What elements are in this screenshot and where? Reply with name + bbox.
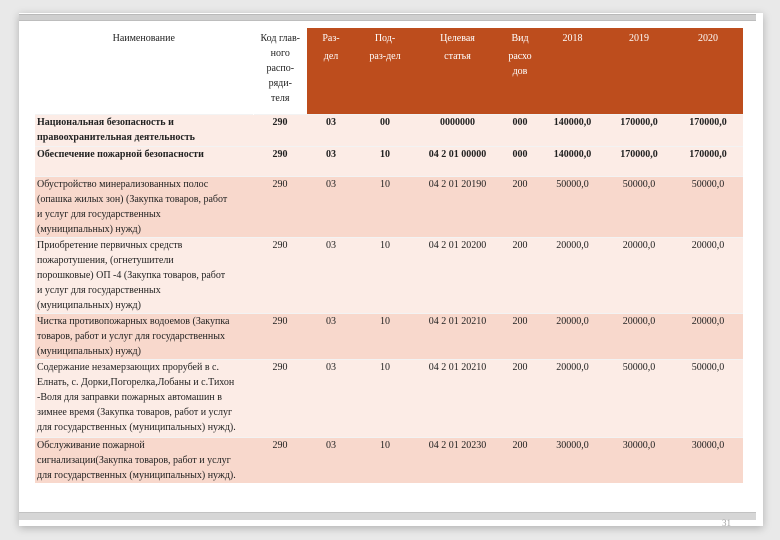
row-name-line: -Воля для заправки пожарных автомашин в bbox=[37, 391, 222, 403]
cell-podrazdel: 10 bbox=[355, 437, 415, 483]
row-name-line: и услуг для государственных bbox=[37, 284, 161, 296]
row-name-line: (опашка жилых зон) (Закупка товаров, работ bbox=[37, 193, 228, 205]
header-razdel bbox=[307, 28, 355, 114]
row-name-line: порошковые) ОП -4 (Закупка товаров, работ bbox=[37, 269, 226, 281]
cell-2020: 30000,0 bbox=[673, 437, 743, 483]
cell-2020: 50000,0 bbox=[673, 359, 743, 437]
cell-2018: 20000,0 bbox=[540, 359, 605, 437]
row-name-line: Обеспечение пожарной безопасности bbox=[37, 148, 204, 160]
cell-podrazdel: 10 bbox=[355, 176, 415, 237]
header-kgrs-line: распо- bbox=[266, 63, 295, 74]
header-kgrs-line: Код глав- bbox=[260, 33, 301, 44]
row-name-line: и услуг для государственных bbox=[37, 208, 161, 220]
cell-cel: 04 2 01 20210 bbox=[415, 313, 500, 359]
cell-2019: 20000,0 bbox=[605, 237, 673, 313]
header-2019: 2019 bbox=[605, 28, 673, 114]
slide-bottom-bar bbox=[19, 512, 756, 520]
cell-podrazdel: 00 bbox=[355, 114, 415, 146]
cell-cel: 04 2 01 00000 bbox=[415, 146, 500, 176]
table-row bbox=[35, 359, 743, 437]
cell-2019: 50000,0 bbox=[605, 359, 673, 437]
cell-razdel: 03 bbox=[307, 146, 355, 176]
header-kgrs-line: теля bbox=[271, 93, 290, 104]
cell-2020: 50000,0 bbox=[673, 176, 743, 237]
cell-cel: 04 2 01 20230 bbox=[415, 437, 500, 483]
header-cel-line: Целевая bbox=[440, 33, 475, 44]
cell-razdel: 03 bbox=[307, 237, 355, 313]
header-podrazdel-line: раз-дел bbox=[369, 51, 401, 62]
row-name-line: зимнее время (Закупка товаров, работ и услуг bbox=[37, 406, 233, 418]
cell-2018: 50000,0 bbox=[540, 176, 605, 237]
cell-razdel: 03 bbox=[307, 176, 355, 237]
row-name-line: Елнать, с. Дорки,Погорелка,Лобаны и с.Тихон bbox=[37, 376, 235, 388]
row-name-line: Приобретение первичных средств bbox=[37, 239, 183, 251]
row-name-line: товаров, работ и услуг для государственных bbox=[37, 330, 225, 342]
table-row bbox=[35, 176, 743, 237]
row-name bbox=[35, 359, 253, 437]
cell-cel: 04 2 01 20210 bbox=[415, 359, 500, 437]
row-name-line: пожаротушения, (огнетушители bbox=[37, 254, 174, 266]
cell-2020: 170000,0 bbox=[673, 146, 743, 176]
page-number: 31 bbox=[722, 518, 731, 528]
row-name bbox=[35, 176, 253, 237]
cell-vid: 200 bbox=[500, 237, 540, 313]
cell-vid: 200 bbox=[500, 176, 540, 237]
row-name-line: Содержание незамерзающих прорубей в с. bbox=[37, 361, 219, 373]
row-name-line: для государственных (муниципальных) нужд). bbox=[37, 469, 236, 481]
cell-kgrs: 290 bbox=[253, 313, 307, 359]
cell-podrazdel: 10 bbox=[355, 359, 415, 437]
table-row bbox=[35, 114, 743, 146]
header-kgrs bbox=[253, 28, 307, 114]
header-vid bbox=[500, 28, 540, 114]
cell-2019: 30000,0 bbox=[605, 437, 673, 483]
table-row bbox=[35, 437, 743, 483]
header-cel-line: статья bbox=[444, 51, 471, 62]
header-2020: 2020 bbox=[673, 28, 743, 114]
table-row bbox=[35, 146, 743, 176]
row-name bbox=[35, 313, 253, 359]
header-2018: 2018 bbox=[540, 28, 605, 114]
row-name-line: (муниципальных) нужд) bbox=[37, 299, 141, 311]
header-vid-line: расхо bbox=[508, 51, 532, 62]
cell-2020: 170000,0 bbox=[673, 114, 743, 146]
cell-cel: 0000000 bbox=[415, 114, 500, 146]
row-name bbox=[35, 437, 253, 483]
row-name-line: Чистка противопожарных водоемов (Закупка bbox=[37, 315, 230, 327]
row-name-line: сигнализации(Закупка товаров, работ и услуг bbox=[37, 454, 231, 466]
cell-2018: 140000,0 bbox=[540, 114, 605, 146]
cell-2019: 170000,0 bbox=[605, 114, 673, 146]
cell-kgrs: 290 bbox=[253, 114, 307, 146]
budget-table bbox=[35, 28, 743, 483]
cell-2020: 20000,0 bbox=[673, 313, 743, 359]
row-name bbox=[35, 237, 253, 313]
cell-podrazdel: 10 bbox=[355, 313, 415, 359]
cell-2020: 20000,0 bbox=[673, 237, 743, 313]
cell-2019: 50000,0 bbox=[605, 176, 673, 237]
table-header-row bbox=[35, 28, 743, 114]
cell-cel: 04 2 01 20190 bbox=[415, 176, 500, 237]
cell-cel: 04 2 01 20200 bbox=[415, 237, 500, 313]
cell-kgrs: 290 bbox=[253, 359, 307, 437]
header-kgrs-line: ряди- bbox=[268, 78, 292, 89]
row-name-line: (муниципальных) нужд) bbox=[37, 223, 141, 235]
cell-2018: 20000,0 bbox=[540, 313, 605, 359]
cell-kgrs: 290 bbox=[253, 437, 307, 483]
table-row bbox=[35, 237, 743, 313]
header-name: Наименование bbox=[35, 28, 253, 114]
row-name-line: Национальная безопасность и bbox=[37, 116, 174, 128]
slide-top-border bbox=[19, 14, 756, 21]
cell-2018: 30000,0 bbox=[540, 437, 605, 483]
header-razdel-line: дел bbox=[323, 51, 339, 62]
cell-2018: 20000,0 bbox=[540, 237, 605, 313]
cell-2019: 170000,0 bbox=[605, 146, 673, 176]
cell-2018: 140000,0 bbox=[540, 146, 605, 176]
row-name-line: правоохранительная деятельность bbox=[37, 131, 195, 143]
cell-vid: 200 bbox=[500, 437, 540, 483]
header-podrazdel bbox=[355, 28, 415, 114]
cell-podrazdel: 10 bbox=[355, 237, 415, 313]
cell-vid: 200 bbox=[500, 313, 540, 359]
row-name-line: для государственных (муниципальных) нужд). bbox=[37, 421, 236, 433]
cell-vid: 200 bbox=[500, 359, 540, 437]
header-kgrs-line: ного bbox=[270, 48, 290, 59]
cell-kgrs: 290 bbox=[253, 146, 307, 176]
cell-2019: 20000,0 bbox=[605, 313, 673, 359]
row-name-line: (муниципальных) нужд) bbox=[37, 345, 141, 357]
table-row bbox=[35, 313, 743, 359]
cell-vid: 000 bbox=[500, 146, 540, 176]
row-name-line: Обслуживание пожарной bbox=[37, 439, 145, 451]
header-vid-line: Вид bbox=[511, 33, 529, 44]
cell-razdel: 03 bbox=[307, 114, 355, 146]
header-podrazdel-line: Под- bbox=[374, 33, 396, 44]
cell-podrazdel: 10 bbox=[355, 146, 415, 176]
header-vid-line: дов bbox=[512, 66, 528, 77]
cell-razdel: 03 bbox=[307, 313, 355, 359]
cell-kgrs: 290 bbox=[253, 176, 307, 237]
row-name-line: Обустройство минерализованных полос bbox=[37, 178, 209, 190]
cell-razdel: 03 bbox=[307, 437, 355, 483]
cell-razdel: 03 bbox=[307, 359, 355, 437]
row-name bbox=[35, 114, 253, 146]
header-cel bbox=[415, 28, 500, 114]
cell-vid: 000 bbox=[500, 114, 540, 146]
cell-kgrs: 290 bbox=[253, 237, 307, 313]
row-name bbox=[35, 146, 253, 176]
header-razdel-line: Раз- bbox=[322, 33, 340, 44]
